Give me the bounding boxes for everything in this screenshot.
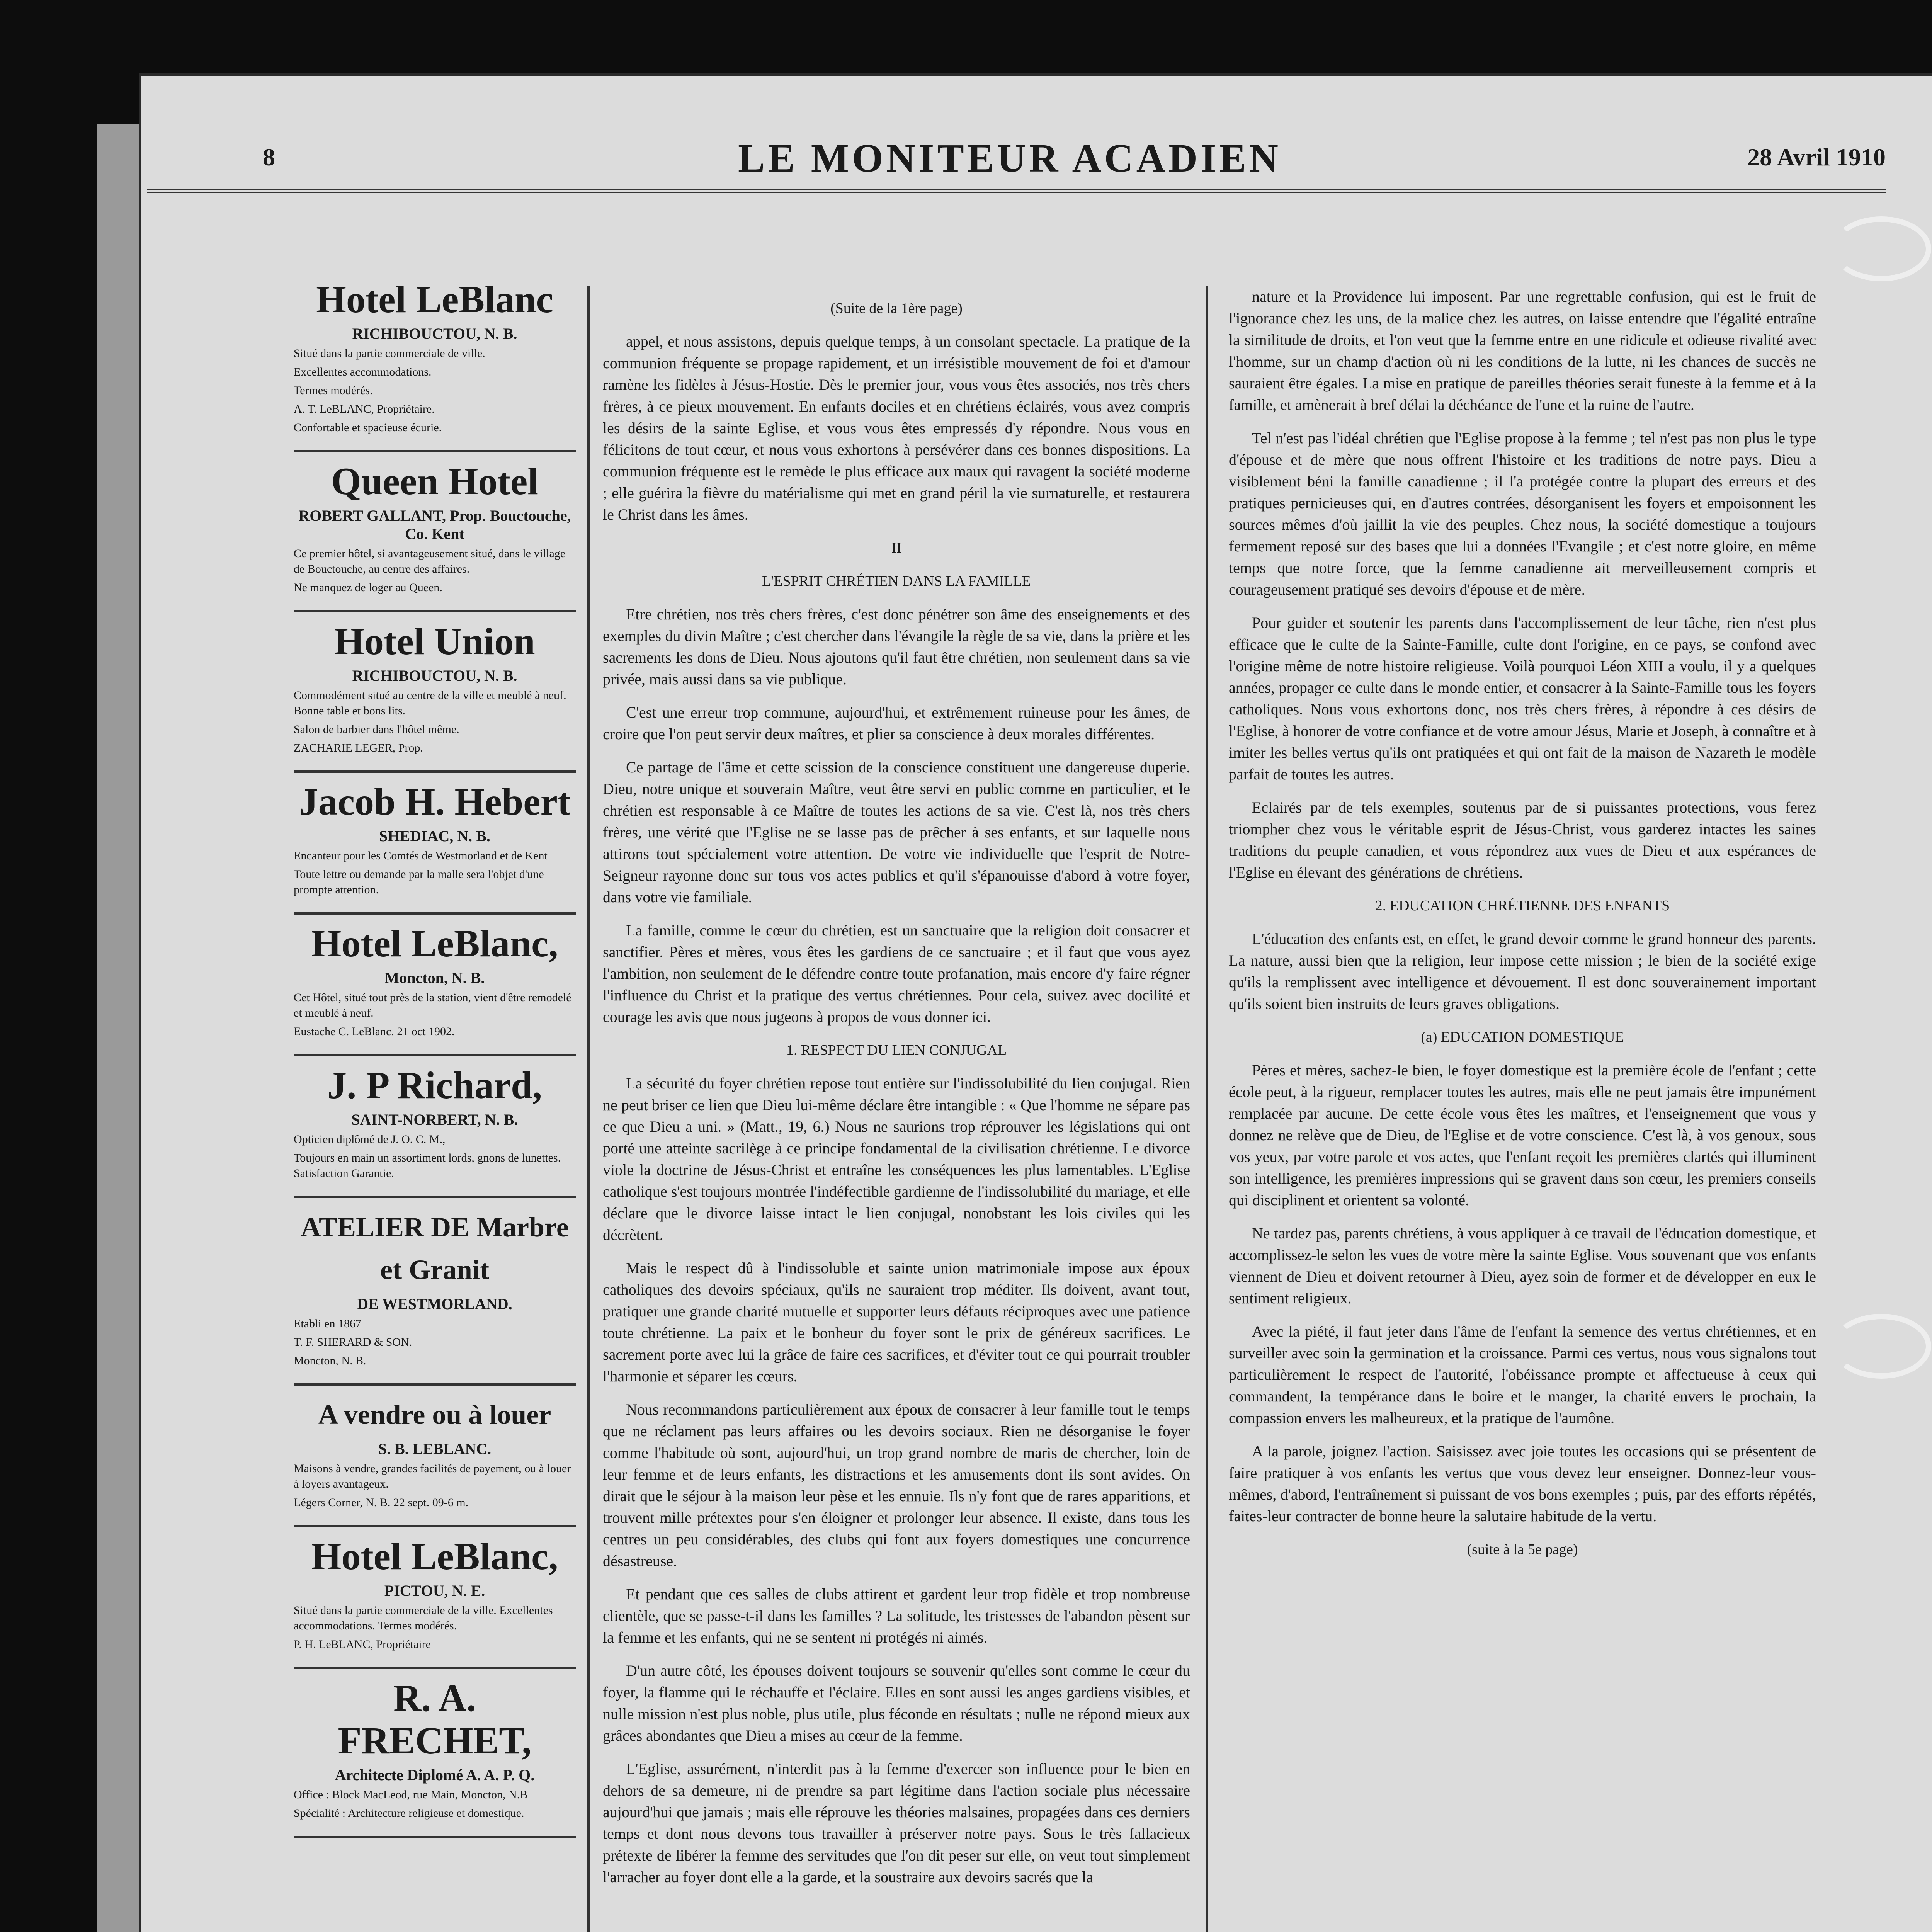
article-paragraph: L'éducation des enfants est, en effet, le grand devoir comme le grand honneur des parents. La nature, aussi bien que la religion, leur impose cette mission ; le bien de la société exige qu'ils la remplissent avec intelligence et dévouement. Il est donc souverainement important qu'ils soient bien instruits de leurs graves obligations. [1229,930,1816,1012]
ad-title: A vendre ou à louer [318,1399,551,1430]
article-paragraph: A la parole, joignez l'action. Saisissez avec joie toutes les occasions qui se présentent de faire pratiquer à vos enfants les vertus que vous devez leur enseigner. Donnez-leur vous-mêmes, d'abord, l'entraînement si puissant de vos bons exemples ; puis, par des efforts répétés, faites-leur contracter de bonne heure la salutaire habitude de la vertu. [1229,1442,1816,1525]
section-heading: L'ESPRIT CHRÉTIEN DANS LA FAMILLE [762,573,1031,589]
section-heading: (a) EDUCATION DOMESTIQUE [1421,1029,1624,1045]
article-paragraph: Pour guider et soutenir les parents dans l'accomplissement de leur tâche, rien n'est plus efficace que le culte de la Sainte-Famille, culte dont l'origine, en ce pays, se confond avec l'origine même de notre histoire religieuse. Voilà pourquoi Léon XIII a voulu, il y a quelques années, propager ce culte dans le monde entier, et consacrer à la Sainte-Famille tous les foyers catholiques. Nous vous exhortons donc, nos très chers frères, à répondre à ces désirs de l'Eglise, à honorer de votre confiance et de votre amour Jésus, Marie et Joseph, à connaître et à imiter les belles vertus qu'ils ont pratiquées et qui ont fait de la maison de Nazareth le modèle parfait de toutes les autres. [1229,614,1816,783]
article-paragraph: Nous recommandons particulièrement aux époux de consacrer à leur famille tout le temps que ne réclament pas leurs affaires ou les devoirs sociaux. Rien ne désorganise le foyer comme l'habitude où sont, aujourd'hui, un trop grand nombre de maris de chercher, loin de leur femme et de leurs enfants, les distractions et les amusements dont ils sont avides. On dirait que le séjour à la maison leur pèse et les ennuie. Ils n'y font que de rares apparitions, et trouvent mille prétextes pour s'en éloigner et prolonger leur absence. Il existe, dans tous les centres un peu considérables, des clubs qui font aux foyers domestiques une concurrence désastreuse. [603,1401,1190,1570]
ad-line: Encanteur pour les Comtés de Westmorland et de Kent [294,849,548,862]
ad-line: Confortable et spacieuse écurie. [294,421,442,434]
ad-title: Jacob H. Hebert [299,780,571,823]
article-paragraph: Pères et mères, sachez-le bien, le foyer domestique est la première école de l'enfant ; cette école peut, à la rigueur, remplacer toutes les autres, mais elle ne peut jamais être impunément remplacée par aucune. De cette école vous êtes les maîtres, et l'enseignement que vous y donnez ne relève que de Dieu, de l'Eglise et de votre conscience. C'est là, à vos genoux, sous vos yeux, par votre parole et vos actes, que l'enfant reçoit les premières clartés qui illuminent son intelligence, les premières impressions qui se gravent dans son cœur, les premiers conseils qui disciplinent et orientent sa volonté. [1229,1061,1816,1209]
ad-place: DE WESTMORLAND. [357,1295,512,1313]
article-paragraph: Etre chrétien, nos très chers frères, c'est donc pénétrer son âme des enseignements et des exemples du divin Maître ; c'est chercher dans l'évangile la règle de sa vie, dans la prière et les sacrements les dons de Dieu. Nous ajoutons qu'il faut être chrétien, non seulement dans sa vie privée, mais aussi dans sa vie publique. [603,605,1190,688]
ad-place: SHEDIAC, N. B. [379,827,490,845]
ad-line: Etabli en 1867 [294,1317,361,1330]
ad-place: SAINT-NORBERT, N. B. [351,1111,518,1128]
ad-place: PICTOU, N. E. [384,1582,485,1599]
ad-title: Hotel LeBlanc, [311,1535,558,1578]
article-paragraph: Mais le respect dû à l'indissoluble et sainte union matrimoniale impose aux époux catholiques des devoirs spéciaux, qu'ils ne sauraient trop méditer. Ils doivent, avant tout, pratiquer une grande charité mutuelle et supporter leurs défauts réciproques avec une patience toute chrétienne. La paix et le bonheur du foyer sont le prix de généreux sacrifices. Le sacrement porte avec lui la grâce de faire ces sacrifices, et d'éviter tout ce qui pourrait troubler l'harmonie et séparer les cœurs. [603,1259,1190,1385]
article-paragraph: appel, et nous assistons, depuis quelque temps, à un consolant spectacle. La pratique de la communion fréquente se propage rapidement, et un irrésistible mouvement de foi et d'amour ramène les fidèles à Jésus-Hostie. Dès le premier jour, vous vous êtes associés, nos très chers frères, à ce pieux mouvement. En enfants dociles et en chrétiens éclairés, vous avez compris les désirs de la sainte Eglise, et vous vous êtes empressés d'y répondre. Nous vous en félicitons de tout cœur, et nous vous exhortons à persévérer dans ces bonnes dispositions. La communion fréquente est le remède le plus efficace aux maux qui ravagent la société moderne ; elle guérira la fièvre du matérialisme qui met en grand péril la vie surnaturelle, et restaurera le Christ dans les âmes. [603,333,1190,523]
ad-place: S. B. LEBLANC. [378,1440,492,1458]
binding-clip [1832,1314,1931,1379]
ad-title: Hotel Union [334,620,535,663]
ad-line: Opticien diplômé de J. O. C. M., [294,1133,446,1146]
ads-column [294,270,576,1838]
ad-line: Toute lettre ou demande par la malle sera l'objet d'une prompte attention. [294,868,544,896]
article-paragraph: La famille, comme le cœur du chrétien, est un sanctuaire que la religion doit consacrer et sanctifier. Pères et mères, vous êtes les gardiens de ce sanctuaire ; et il faut que vous ayez l'ambition, non seulement de le défendre contre toute profanation, mais encore d'y faire régner l'influence du Christ et la pratique des vertus chrétiennes. Pour cela, suivez avec docilité et courage les avis que nous jugeons à propos de vous donner ici. [603,922,1190,1026]
ad-title: ATELIER DE Marbre et Granit [301,1212,569,1285]
article-paragraph: D'un autre côté, les épouses doivent toujours se souvenir qu'elles sont comme le cœur du foyer, la flamme qui le réchauffe et l'éclaire. Elles en sont aussi les anges gardiens visibles, et nulle mission n'est plus noble, plus utile, plus féconde en résultats ; nulle ne répond mieux aux grâces abondantes que Dieu a mises au cœur de la femme. [603,1662,1190,1744]
ad-line: Salon de barbier dans l'hôtel même. [294,723,459,736]
ad-line: Ne manquez de loger au Queen. [294,581,442,594]
ad-place: Moncton, N. B. [384,969,485,986]
ad-title: R. A. FRECHET, [338,1677,532,1762]
masthead [147,128,1886,193]
section-heading: 1. RESPECT DU LIEN CONJUGAL [786,1042,1007,1058]
ad-place: RICHIBOUCTOU, N. B. [352,325,517,342]
ad-line: P. H. LeBLANC, Propriétaire [294,1638,431,1651]
continuation-note: (Suite de la 1ère page) [830,300,963,316]
ad-line: Office : Block MacLeod, rue Main, Moncton, N.B [294,1788,528,1801]
ad-line: Cet Hôtel, situé tout près de la station, vient d'être remodelé et meublé à neuf. [294,991,571,1019]
section-heading: 2. EDUCATION CHRÉTIENNE DES ENFANTS [1375,898,1670,914]
issue-date: 28 Avril 1910 [1747,143,1886,171]
article-paragraph: Eclairés par de tels exemples, soutenus par de si puissantes protections, vous ferez triompher chez vous le véritable esprit de Jésus-Christ, vous garderez intactes les saines traditions du peuple canadien, et vous répondrez aux vues de Dieu et aux espérances de l'Eglise en élevant des générations de chrétiens. [1229,799,1816,881]
ad-line: Maisons à vendre, grandes facilités de payement, ou à louer à loyers avantageux. [294,1462,571,1490]
ad-line: Spécialité : Architecture religieuse et domestique. [294,1807,524,1820]
paper-title: LE MONITEUR ACADIEN [738,136,1281,180]
column-rule [587,286,590,1932]
ad-place: Architecte Diplomé A. A. P. Q. [335,1766,535,1784]
ad-place: RICHIBOUCTOU, N. B. [352,667,517,684]
advertisement [294,270,576,452]
ad-line: Commodément situé au centre de la ville et meublé à neuf. Bonne table et bons lits. [294,689,566,717]
article-paragraph: C'est une erreur trop commune, aujourd'hui, et extrêmement ruineuse pour les âmes, de croire que l'on peut servir deux maîtres, et plier sa conscience à deux morales différentes. [603,704,1190,743]
ad-line: A. T. LeBLANC, Propriétaire. [294,403,435,415]
advertisement [294,1198,576,1386]
advertisement [294,1527,576,1669]
advertisement [294,612,576,773]
article-paragraph: Ne tardez pas, parents chrétiens, à vous appliquer à ce travail de l'éducation domestique, et accomplissez-le selon les vues de votre mère la sainte Eglise. Vous souvenant que vos enfants viennent de Dieu et doivent retourner à Dieu, ayez soin de former et de développer en eux le sentiment religieux. [1229,1225,1816,1307]
ad-line: Excellentes accommodations. [294,366,432,378]
page-number: 8 [263,143,275,171]
ad-title: J. P Richard, [327,1064,542,1107]
ad-line: Ce premier hôtel, si avantageusement situé, dans le village de Bouctouche, au centre des affaires. [294,547,566,575]
advertisement [294,452,576,612]
ad-title: Hotel LeBlanc [316,278,553,321]
ad-title: Hotel LeBlanc, [311,922,558,965]
page-stack-edge [97,124,143,1932]
ad-line: Eustache C. LeBlanc. 21 oct 1902. [294,1025,455,1038]
article-paragraph: nature et la Providence lui imposent. Par une regrettable confusion, qui est le fruit de l'ignorance chez les uns, de la malice chez les autres, on laisse entendre que l'égalité entraîne la similitude de droits, et l'on veut que la femme entre en une ridicule et odieuse rivalité avec l'homme, sur un champ d'action où ni les conditions de la lutte, ni les chances de succès ne sauraient être égales. La mise en pratique de pareilles théories serait funeste à la femme et à la famille, et amènerait à bref délai la déchéance de l'une et la ruine de l'autre. [1229,288,1816,413]
article-paragraph: Avec la piété, il faut jeter dans l'âme de l'enfant la semence des vertus chrétiennes, et en surveiller avec soin la germination et la croissance. Parmi ces vertus, nous vous signalons tout particulièrement le respect de l'autorité, l'obéissance prompte et affectueuse à ceux qui commandent, la tempérance dans le boire et le manger, la charité envers le prochain, la compassion envers les malheureux, et la pratique de l'aumône. [1229,1323,1816,1427]
binding-clip [1832,216,1931,281]
article-paragraph: L'Eglise, assurément, n'interdit pas à la femme d'exercer son influence pour le bien en dehors de sa demeure, ni de prendre sa part légitime dans l'action sociale plus nécessaire aujourd'hui que jamais ; mais elle réprouve les théories malsaines, propagées dans ces derniers temps et dont nous devons tous travailler à préserver notre pays. Sous le très fallacieux prétexte de libérer la femme des servitudes que l'on dit peser sur elle, on veut tout simplement l'arracher au foyer dont elle a la garde, et la soustraire aux devoirs sacrés que la [603,1760,1190,1886]
ad-line: ZACHARIE LEGER, Prop. [294,742,423,754]
ad-place: ROBERT GALLANT, Prop. Bouctouche, Co. Kent [298,507,571,543]
ad-line: Toujours en main un assortiment lords, gnons de lunettes. Satisfaction Garantie. [294,1151,561,1180]
ad-line: Situé dans la partie commerciale de la ville. Excellentes accommodations. Termes modérés. [294,1604,553,1632]
advertisement [294,1386,576,1527]
ad-line: Termes modérés. [294,384,373,397]
article-column-2 [1229,286,1816,1572]
column-rule [1206,286,1208,1932]
section-heading: (suite à la 5e page) [1467,1541,1578,1558]
ad-title: Queen Hotel [331,460,539,503]
ad-line: Situé dans la partie commerciale de ville. [294,347,485,360]
ad-line: Moncton, N. B. [294,1354,366,1367]
advertisement [294,1669,576,1838]
article-paragraph: Tel n'est pas l'idéal chrétien que l'Eglise propose à la femme ; tel n'est pas non plus le type d'épouse et de mère que nous offrent l'histoire et les traditions de notre pays. Dieu a visiblement béni la famille canadienne ; il l'a protégée contre la plupart des erreurs et des pratiques pernicieuses qui, en d'autres contrées, désorganisent les foyers et empoisonnent les sources mêmes d'où jaillit la vie des peuples. Chez nous, la société domestique a toujours fermement reposé sur des bases que lui a données l'Evangile ; et c'est notre gloire, en même temps que notre force, que la femme canadienne ait merveilleusement compris et courageusement pratiqué ses devoirs d'épouse et de mère. [1229,429,1816,598]
ad-line: Légers Corner, N. B. 22 sept. 09-6 m. [294,1496,469,1509]
article-paragraph: La sécurité du foyer chrétien repose tout entière sur l'indissolubilité du lien conjugal. Rien ne peut briser ce lien que Dieu lui-même déclare être intangible : « Que l'homme ne sépare pas ce que Dieu a uni. » (Matt., 19, 6.) Nous ne saurions trop réprouver les législations qui ont porté une atteinte sacrilège à ce principe fondamental de la civilisation chrétienne. Le divorce viole la doctrine de Jésus-Christ et entraîne les conséquences les plus lamentables. L'Eglise catholique s'est toujours montrée l'indéfectible gardienne de l'indissolubilité du mariage, et elle déclare que le divorce laisse intact le lien conjugal, nonobstant les lois civiles qui les décrètent. [603,1075,1190,1243]
section-heading: II [891,540,901,556]
article-column-1 [603,286,1190,1900]
article-paragraph: Et pendant que ces salles de clubs attirent et gardent leur trop fidèle et trop nombreuse clientèle, que se passe-t-il dans les familles ? La solitude, les tristesses de l'abandon pèsent sur la femme et les enfants, qui ne se sentent ni protégés ni aimés. [603,1585,1190,1646]
advertisement [294,773,576,915]
advertisement [294,915,576,1056]
advertisement [294,1056,576,1198]
article-paragraph: Ce partage de l'âme et cette scission de la conscience constituent une dangereuse duperie. Dieu, notre unique et souverain Maître, veut être servi en public comme en particulier, et le chrétien est responsable à ce Maître de toutes les actions de sa vie. C'est là, nos très chers frères, une vérité que l'Eglise ne se lasse pas de prêcher à ses enfants, et sur laquelle nous attirons tout spécialement votre attention. De votre vie individuelle que l'esprit de Notre-Seigneur rayonne donc sur tous vos actes publics et qu'il s'épanouisse d'abord à votre foyer, dans votre vie familiale. [603,759,1190,906]
ad-line: T. F. SHERARD & SON. [294,1336,412,1349]
